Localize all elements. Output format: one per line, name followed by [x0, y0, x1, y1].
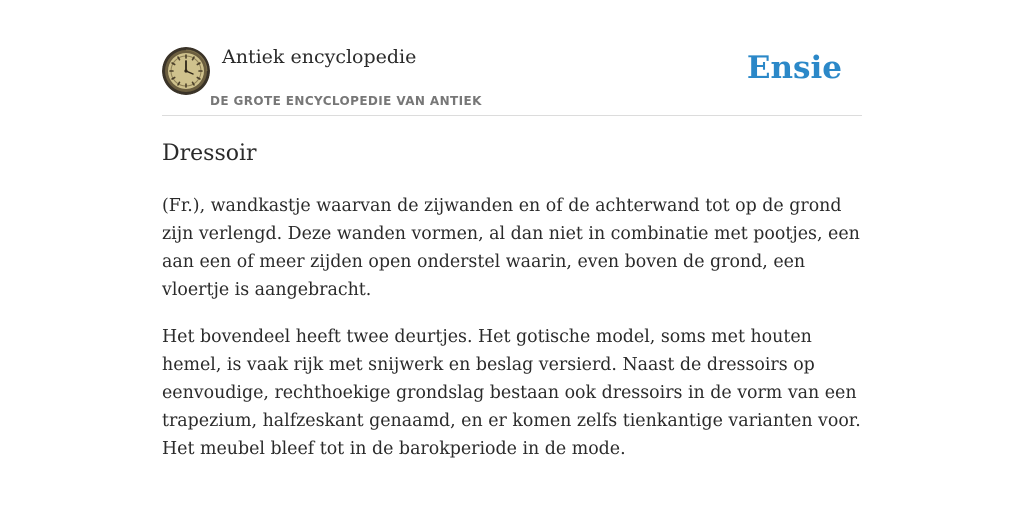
entry-paragraph: (Fr.), wandkastje waarvan de zijwanden en of de achterwand tot op de grond zijn verlengd. Deze wanden vormen, al dan niet in combinatie met pootjes, een aan een of meer zijden open onderstel waarin, even boven de grond, een vloertje is aangebracht. — [162, 196, 860, 300]
site-header — [162, 0, 862, 116]
entry-paragraph: Het bovendeel heeft twee deurtjes. Het gotische model, soms met houten hemel, is vaak rijk met snijwerk en beslag versierd. Naast de dressoirs op eenvoudige, rechthoekige grondslag bestaan ook dressoirs in de vorm van een trapezium, halfzeskant genaamd, en er komen zelfs tienkantige varianten voor. Het meubel bleef tot in de barokperiode in de mode. — [162, 327, 861, 459]
site-subtitle: DE GROTE ENCYCLOPEDIE VAN ANTIEK — [210, 94, 482, 108]
site-title[interactable]: Antiek encyclopedie — [222, 46, 417, 68]
entry-title: Dressoir — [162, 141, 257, 166]
entry-content — [162, 138, 862, 482]
ensie-brand-link[interactable]: Ensie — [746, 50, 842, 86]
antique-clock-icon[interactable] — [162, 47, 210, 95]
